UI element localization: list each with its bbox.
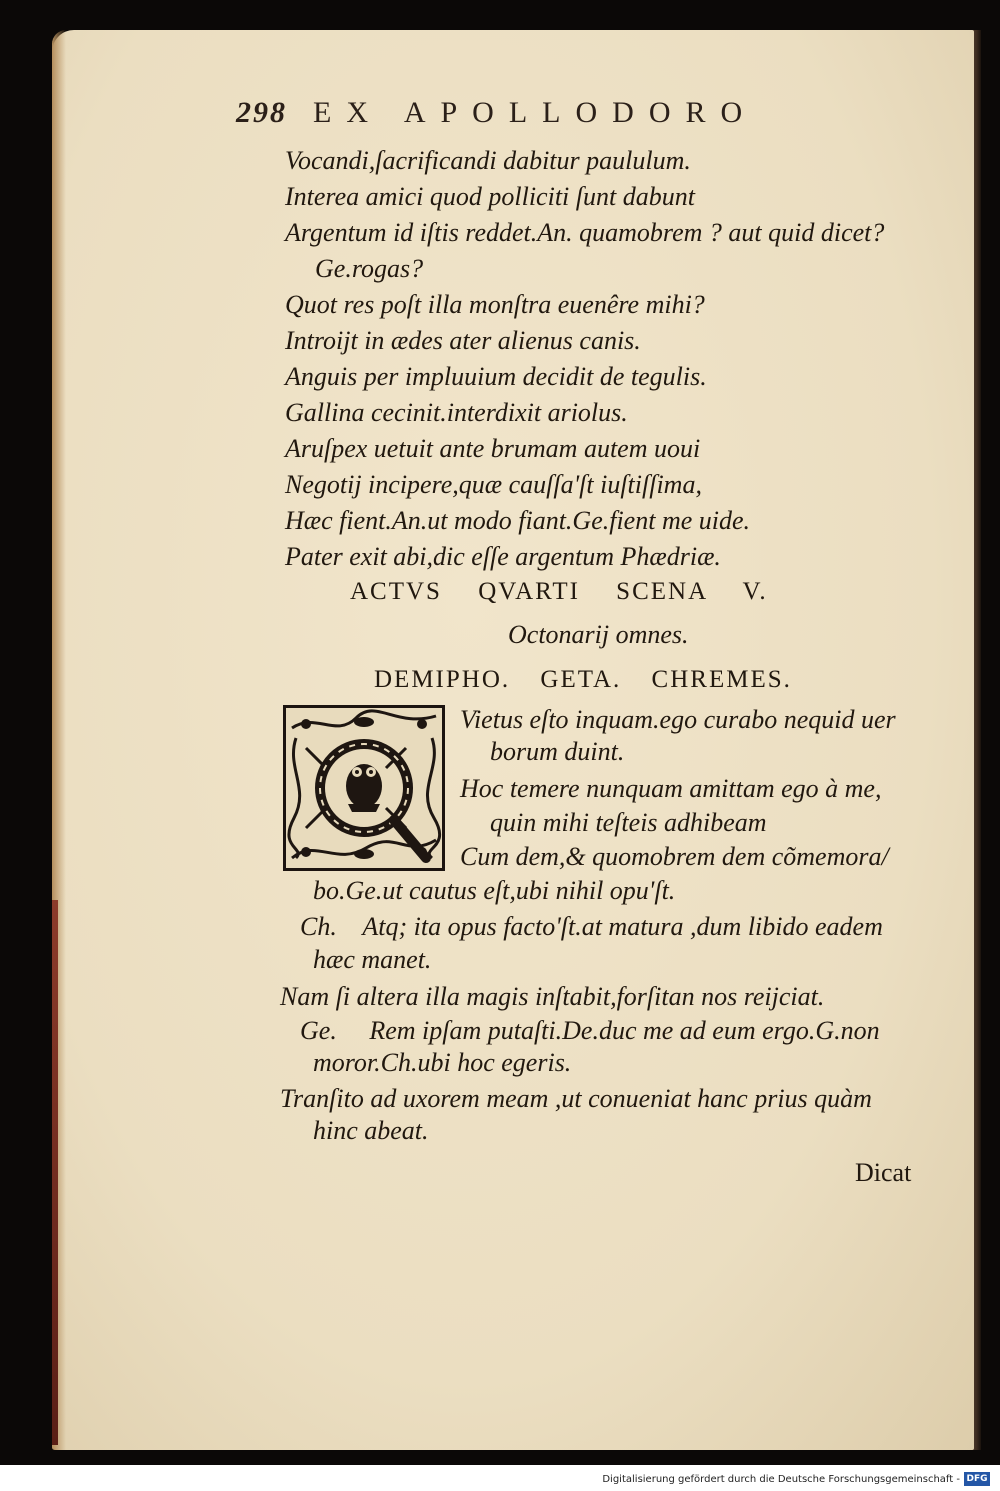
text-line: Negotij incipere,quæ cauſſa'ſt iuſtiſſima, bbox=[285, 470, 702, 499]
text-line: quin mihi teſteis adhibeam bbox=[490, 808, 767, 837]
text-line: moror.Ch.ubi hoc egeris. bbox=[313, 1048, 572, 1077]
characters-heading: DEMIPHO. GETA. CHREMES. bbox=[374, 666, 792, 693]
text-line: Aruſpex uetuit ante brumam autem uoui bbox=[285, 434, 701, 463]
text-line: hinc abeat. bbox=[313, 1116, 429, 1145]
binding-edge bbox=[52, 900, 58, 1445]
text-line: Interea amici quod polliciti ſunt dabunt bbox=[285, 182, 695, 211]
woodcut-ornament-icon bbox=[286, 708, 442, 868]
text-line: Hæc fient.An.ut modo fiant.Ge.fient me uide. bbox=[285, 506, 751, 535]
page-number: 298 bbox=[236, 96, 287, 129]
text-line: bo.Ge.ut cautus eſt,ubi nihil opu'ſt. bbox=[313, 876, 676, 905]
text-line: Ge. Rem ipſam putaſti.De.duc me ad eum ergo.G.non bbox=[300, 1016, 880, 1045]
funding-notice: Digitalisierung gefördert durch die Deutsche Forschungsgemeinschaft - bbox=[602, 1474, 960, 1485]
text-line: Cum dem,& quomobrem dem cõmemora/ bbox=[460, 842, 889, 871]
text-line: hæc manet. bbox=[313, 945, 432, 974]
text-line: Quot res poſt illa monſtra euenêre mihi? bbox=[285, 290, 705, 319]
meter-note: Octonarij omnes. bbox=[508, 620, 689, 649]
text-line: Hoc temere nunquam amittam ego à me, bbox=[460, 774, 882, 803]
text-line: Argentum id iſtis reddet.An. quamobrem ? aut quid dicet? bbox=[285, 218, 885, 247]
scene-heading: ACTVS QVARTI SCENA V. bbox=[350, 578, 768, 605]
text-line: Nam ſi altera illa magis inſtabit,forſitan nos reijciat. bbox=[280, 982, 825, 1011]
running-head bbox=[236, 96, 826, 140]
text-line: Introijt in ædes ater alienus canis. bbox=[285, 326, 641, 355]
running-title: EX APOLLODORO bbox=[313, 96, 758, 129]
text-line: Ch. Atq; ita opus facto'ſt.at matura ,dum libido eadem bbox=[300, 912, 883, 941]
dfg-logo-icon: DFG bbox=[964, 1472, 990, 1486]
text-line: Anguis per impluuium decidit de tegulis. bbox=[285, 362, 707, 391]
text-line: borum duint. bbox=[490, 737, 625, 766]
decorated-initial-q bbox=[283, 705, 445, 871]
catchword: Dicat bbox=[855, 1158, 912, 1187]
text-line: Pater exit abi,dic eſſe argentum Phædriæ. bbox=[285, 542, 721, 571]
text-line: Ge.rogas? bbox=[315, 254, 424, 283]
text-line: Vietus eſto inquam.ego curabo nequid uer bbox=[460, 705, 896, 734]
text-line: Tranſito ad uxorem meam ,ut conueniat hanc prius quàm bbox=[280, 1084, 872, 1113]
text-line: Gallina cecinit.interdixit ariolus. bbox=[285, 398, 628, 427]
text-line: Vocandi,ſacrificandi dabitur paululum. bbox=[285, 146, 691, 175]
